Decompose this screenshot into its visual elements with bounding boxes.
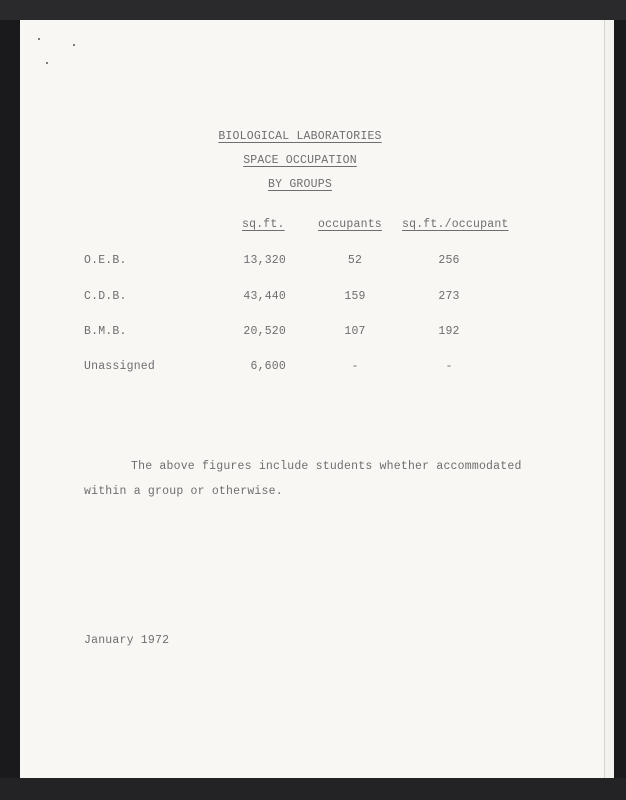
row-per-occupant-value: 273 (438, 290, 460, 303)
row-area-value: 43,440 (243, 290, 286, 303)
row-occupants-value: 52 (347, 254, 363, 267)
title-line-3: BY GROUPS (268, 178, 332, 191)
title-line-2: SPACE OCCUPATION (243, 154, 357, 167)
row-area-value: 13,320 (243, 254, 286, 267)
bottom-margin (0, 778, 626, 800)
column-header-occupants: occupants (318, 218, 382, 231)
row-group-label: B.M.B. (84, 325, 127, 338)
row-occupants-value: 159 (344, 290, 366, 303)
row-group-label: C.D.B. (84, 290, 127, 303)
column-header-per-occupant: sq.ft./occupant (402, 218, 509, 231)
speck-mark (38, 38, 40, 40)
document-page (20, 20, 604, 778)
row-group-label: Unassigned (84, 360, 156, 373)
column-header-area: sq.ft. (242, 218, 285, 231)
row-per-occupant-value: - (445, 360, 453, 373)
note-line-1: The above figures include students whether accommodated (131, 460, 522, 473)
note-line-2: within a group or otherwise. (84, 485, 283, 498)
top-margin (0, 0, 626, 20)
row-area-value: 6,600 (250, 360, 286, 373)
page-edge (604, 20, 614, 778)
row-per-occupant-value: 256 (438, 254, 460, 267)
row-occupants-value: - (351, 360, 359, 373)
speck-mark (46, 62, 48, 64)
title-line-1: BIOLOGICAL LABORATORIES (218, 130, 382, 143)
speck-mark (73, 44, 75, 46)
document-date: January 1972 (84, 634, 170, 647)
row-group-label: O.E.B. (84, 254, 127, 267)
row-occupants-value: 107 (344, 325, 366, 338)
row-per-occupant-value: 192 (438, 325, 460, 338)
row-area-value: 20,520 (243, 325, 286, 338)
